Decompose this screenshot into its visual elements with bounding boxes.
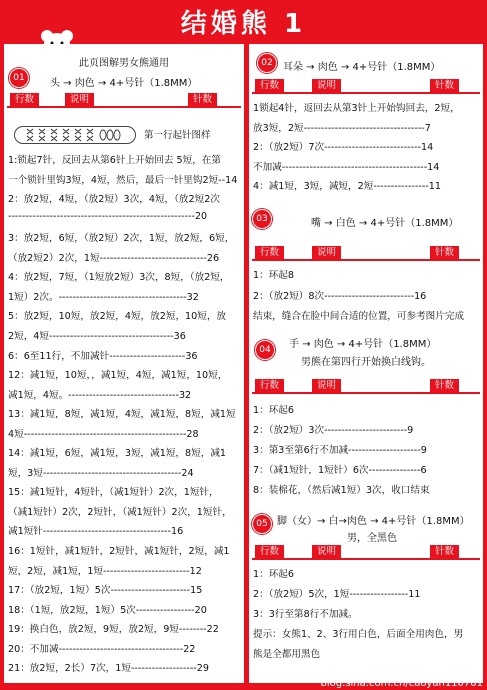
instruction-line: 3：3行至第8行不加减。 xyxy=(253,609,358,620)
instruction-line: 2：（放2短）8次--------------------------16 xyxy=(253,290,427,302)
stitch-count-column-label: 针数 xyxy=(430,79,459,92)
column-header-row xyxy=(7,93,241,108)
head-pattern-panel xyxy=(4,44,244,683)
section-number-badge: 02 xyxy=(257,53,277,73)
instruction-line: 1短）2次。-------------------------------------32 xyxy=(8,291,199,303)
page-title: 结婚熊 1 xyxy=(180,9,307,39)
instruction-line: 减1短，4短。--------------------------------32 xyxy=(8,389,192,401)
section-title: 手 → 肉色 → 4+号针（1.8MM） xyxy=(289,339,437,350)
section-subtitle: 男，全黑色 xyxy=(347,533,397,544)
instruction-line: 7：（减1短针，1短针）6次---------------6 xyxy=(253,465,427,476)
instruction-line: 1：环起8 xyxy=(253,270,294,281)
instruction-line: 结束，缝合在脸中间合适的位置，可参考图片完成 xyxy=(253,311,465,322)
instruction-line: （减1短针）2次，2短针，（减1短针）2次，1短针， xyxy=(8,506,232,518)
header-divider xyxy=(7,106,241,108)
chain-stitch-diagram xyxy=(14,126,136,144)
section-title: 头 → 肉色 → 4+号针（1.8MM） xyxy=(50,78,198,89)
instruction-line: 放3短，2短-----------------------------------7 xyxy=(253,122,431,134)
section-title: 脚（女）→ 白→肉色 → 4+号针（1.8MM） xyxy=(277,516,470,527)
instruction-line: 15：减1短针，4短针，（减1短针）2次，1短针， xyxy=(8,487,219,499)
instruction-line: 熊是全都用黑色 xyxy=(253,649,321,660)
instruction-line: 4：减1短，3短，减短，2短----------------11 xyxy=(253,181,441,192)
instruction-line: 2：放2短，4短，（放2短）3次，4短，（放2短2次 xyxy=(8,194,220,206)
instruction-line: 短，3短----------------------------------------24 xyxy=(8,467,194,479)
instruction-line: 1:锁起7针，反回去从第6针上开始回去 5短，在第 xyxy=(8,155,221,166)
instruction-line: 8：装棉花，（然后减1短）3次，收口结束 xyxy=(253,485,430,496)
column-header-row xyxy=(252,246,480,261)
description-column-label: 说明 xyxy=(312,379,341,392)
description-column-label: 说明 xyxy=(312,79,341,92)
instruction-line: 1：环起6 xyxy=(253,569,294,580)
rows-column-label: 行数 xyxy=(255,246,284,259)
instruction-line: 14：减1短，6短，减1短，3短，减1短，8短，减1 xyxy=(8,448,227,460)
instruction-line: 4短-----------------------------------------------28 xyxy=(8,428,199,440)
instruction-line: 13：减1短，8短，减1短，4短，减1短，8短，减1短 xyxy=(8,409,236,421)
description-column-label: 说明 xyxy=(312,545,341,558)
instruction-line: 1锁起4针，返回去从第3针上开始钩回去，2短， xyxy=(253,103,460,114)
description-column-label: 说明 xyxy=(65,93,94,106)
stitch-count-column-label: 针数 xyxy=(430,379,459,392)
instruction-line: 提示：女熊1、2、3行用白色，后面全用肉色，男 xyxy=(253,629,464,640)
watermark: blog.sina.com.cn/caoyan110701 xyxy=(320,678,483,689)
instruction-line: 20：不加减------------------------------------22 xyxy=(8,643,196,655)
section-subtitle: 男熊在第四行开始换白线钩。 xyxy=(301,357,431,368)
rows-column-label: 行数 xyxy=(255,545,284,558)
intro-text: 此页图解男女熊通用 xyxy=(79,58,169,69)
column-header-row xyxy=(252,379,480,394)
rows-column-label: 行数 xyxy=(255,79,284,92)
instruction-line: ------------------------------------------------------20 xyxy=(8,210,208,222)
instruction-line: 一个锁针里钩3短，4短，然后，最后一针里钩2短--14 xyxy=(8,174,238,186)
instruction-line: 减1短针-------------------------------------16 xyxy=(8,526,184,538)
instruction-line: 6：6至11行，不加减针----------------------36 xyxy=(8,350,198,362)
instruction-line: 3：放2短，6短，（放2短）2次，1短，放2短，6短， xyxy=(8,233,235,245)
instruction-line: 4：放2短，7短，（1短放2短）3次，8短，（放2短， xyxy=(8,272,230,284)
section-number-badge: 04 xyxy=(255,340,275,360)
header-divider xyxy=(252,259,480,261)
stitch-count-column-label: 针数 xyxy=(188,93,217,106)
instruction-line: 短，2短，减1短，1短-------------------------12 xyxy=(8,565,202,577)
instruction-line: 17：（放2短，1短）5次-----------------------15 xyxy=(8,585,203,597)
rows-column-label: 行数 xyxy=(255,379,284,392)
instruction-line: 2：（放2短）7次----------------------------14 xyxy=(253,142,434,153)
parts-pattern-panel xyxy=(249,44,483,683)
column-header-row xyxy=(252,79,480,94)
page-header xyxy=(0,0,487,42)
instruction-line: 1：环起6 xyxy=(253,405,294,416)
instruction-line: 不加减------------------------------------------14 xyxy=(253,161,440,173)
instruction-line: 19：换白色，放2短，9短，放2短，9短--------22 xyxy=(8,624,219,636)
instruction-line: 21：放2短，2长）7次，1短-------------------29 xyxy=(8,663,209,675)
instruction-line: 3：第3至第6行不加减---------------------9 xyxy=(253,445,427,456)
stitch-count-column-label: 针数 xyxy=(430,545,459,558)
section-title: 嘴 → 白色 → 4+号针（1.8MM） xyxy=(311,218,459,229)
instruction-line: 2：（放2短）3次------------------------9 xyxy=(253,425,414,436)
instruction-line: 5：放2短，10短，放2短，4短，放2短，10短，放 xyxy=(8,311,227,323)
section-number-badge: 05 xyxy=(252,514,272,534)
header-divider xyxy=(252,92,480,94)
instruction-line: 18：（1短，放2短，1短）5次-----------------20 xyxy=(8,604,207,616)
instruction-line: 2短，4短------------------------------------36 xyxy=(8,330,186,342)
column-header-row xyxy=(252,545,480,560)
chain-diagram-label: 第一行起针图样 xyxy=(144,130,211,141)
instruction-line: （放2短2）2次，1短-------------------------------26 xyxy=(8,252,220,264)
header-divider xyxy=(252,392,480,394)
instruction-line: 2：（放2短）5次，1短-----------------11 xyxy=(253,589,421,600)
instruction-line: 16：1短针，减1短针，2短针，减1短针，2短，减1 xyxy=(8,546,230,557)
stitch-count-column-label: 针数 xyxy=(430,246,459,259)
rows-column-label: 行数 xyxy=(10,93,39,106)
instruction-line: 12：减1短，10短，，减1短，4短，减1短，10短， xyxy=(8,370,228,382)
section-number-badge: 03 xyxy=(252,209,272,229)
section-number-badge: 01 xyxy=(9,68,29,88)
description-column-label: 说明 xyxy=(312,246,341,259)
section-title: 耳朵 → 肉色 → 4+号针（1.8MM） xyxy=(283,62,441,73)
header-divider xyxy=(252,558,480,560)
